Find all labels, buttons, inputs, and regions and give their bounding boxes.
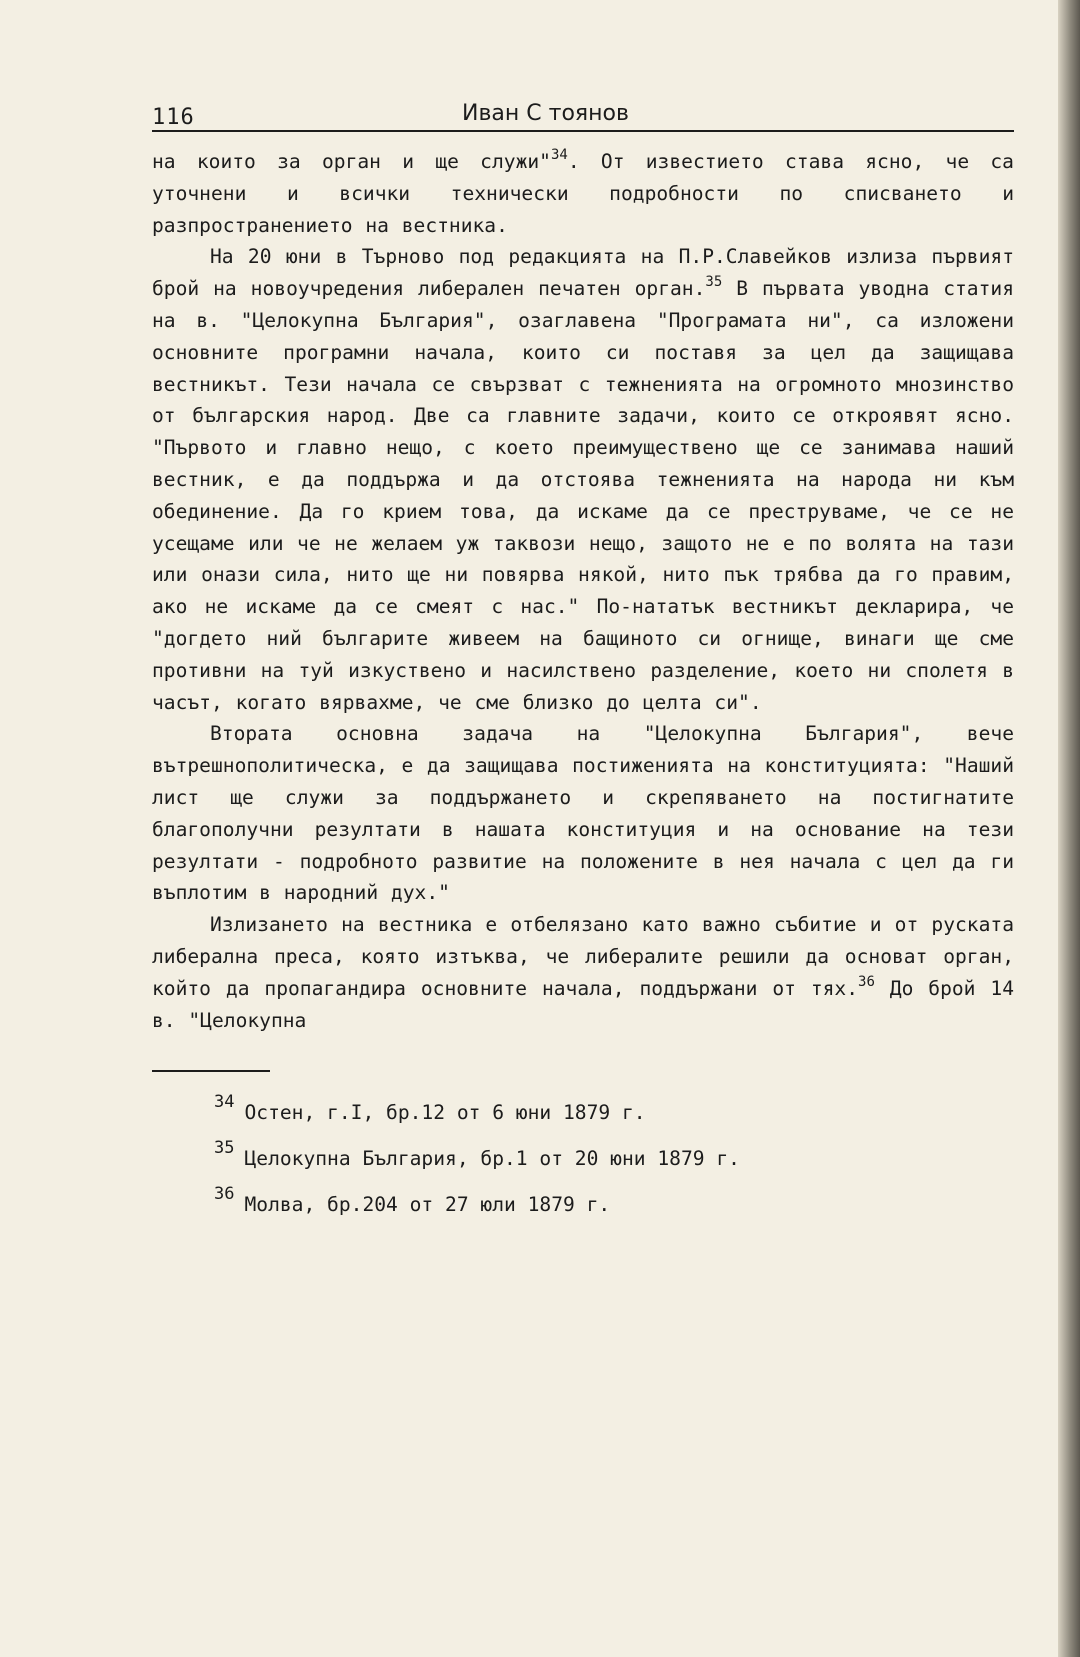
- footnote-divider: [152, 1070, 270, 1072]
- page-number: 116: [152, 105, 195, 130]
- footnote-ref-34: 34: [550, 147, 568, 163]
- book-spine-shadow: [1058, 0, 1080, 1657]
- paragraph-2: На 20 юни в Търново под редакцията на П.Р.Славейков излиза първият брой на новоучредения либерален печатен орган.$^{35}$ В първата уводна статия на в. "Целокупна България", озаглавена "Програмата ни", са изложени основните програмни начала, които си поставя за цел да защищава вестникът. Тези начала се свързват с тежненията на огромното мнозинство от българския народ. Две са главните задачи, които се откроявят ясно. "Първото и главно нещо, с което преимуществено ще се занимава наший вестник, е да поддържа и да отстоява тежненията на народа ни към обединение. Да го крием това, да искаме да се преструваме, че се не усещаме или че не желаем уж таквози нещо, защото не е по волята на тази или онази сила, нито ще ни повярва някой, нито пък трябва да го правим, ако не искаме да се смеят с нас." По-нататък вестникът декларира, че "догдето ний българите живеем на бащиното си огнище, винаги ще сме противни на туй изкуствено и насилствено разделение, което ни сполетя в часът, когато вярвахме, че сме близко до целта си".: [152, 245, 1014, 714]
- paragraph-3: Втората основна задача на "Целокупна България", вече вътрешнополитическа, е да защищава постиженията на конституцията: "Наший лист ще служи за поддържането и скрепяването на постигнатите благополучни резултати в нашата конституция и на основание на тези резултати - подробното развитие на положените в нея начала с цел да ги въплотим в народний дух.": [152, 722, 1014, 905]
- footnote-35: $^{35}$ Целокупна България, бр.1 от 20 юни 1879 г.: [214, 1138, 740, 1171]
- body-text: [152, 146, 1014, 1036]
- footnote-ref-35: 35: [705, 274, 723, 291]
- footnote-ref-36: 36: [858, 973, 875, 990]
- paragraph-1: на които за орган и ще служи"$^{34}$. От известието става ясно, че са уточнени и всички технически подробности по списването и разпространението на вестника.: [152, 147, 1014, 237]
- footnote-34: $^{34}$ Остен, г.I, бр.12 от 6 юни 1879 г.: [214, 1092, 646, 1125]
- running-head-author: Иван С тоянов: [462, 101, 629, 126]
- page-header: [152, 92, 1014, 132]
- book-page: [152, 92, 1014, 1228]
- footnotes: [152, 1090, 1014, 1228]
- footnote-36: $^{36}$ Молва, бр.204 от 27 юли 1879 г.: [214, 1184, 611, 1217]
- paragraph-4: Излизането на вестника е отбелязано като важно събитие и от руската либерална преса, която изтъква, че либералите решили да основат орган, който да пропагандира основните начала, поддържани от тях.$^{36}$ До брой 14 в. "Целокупна: [152, 913, 1014, 1032]
